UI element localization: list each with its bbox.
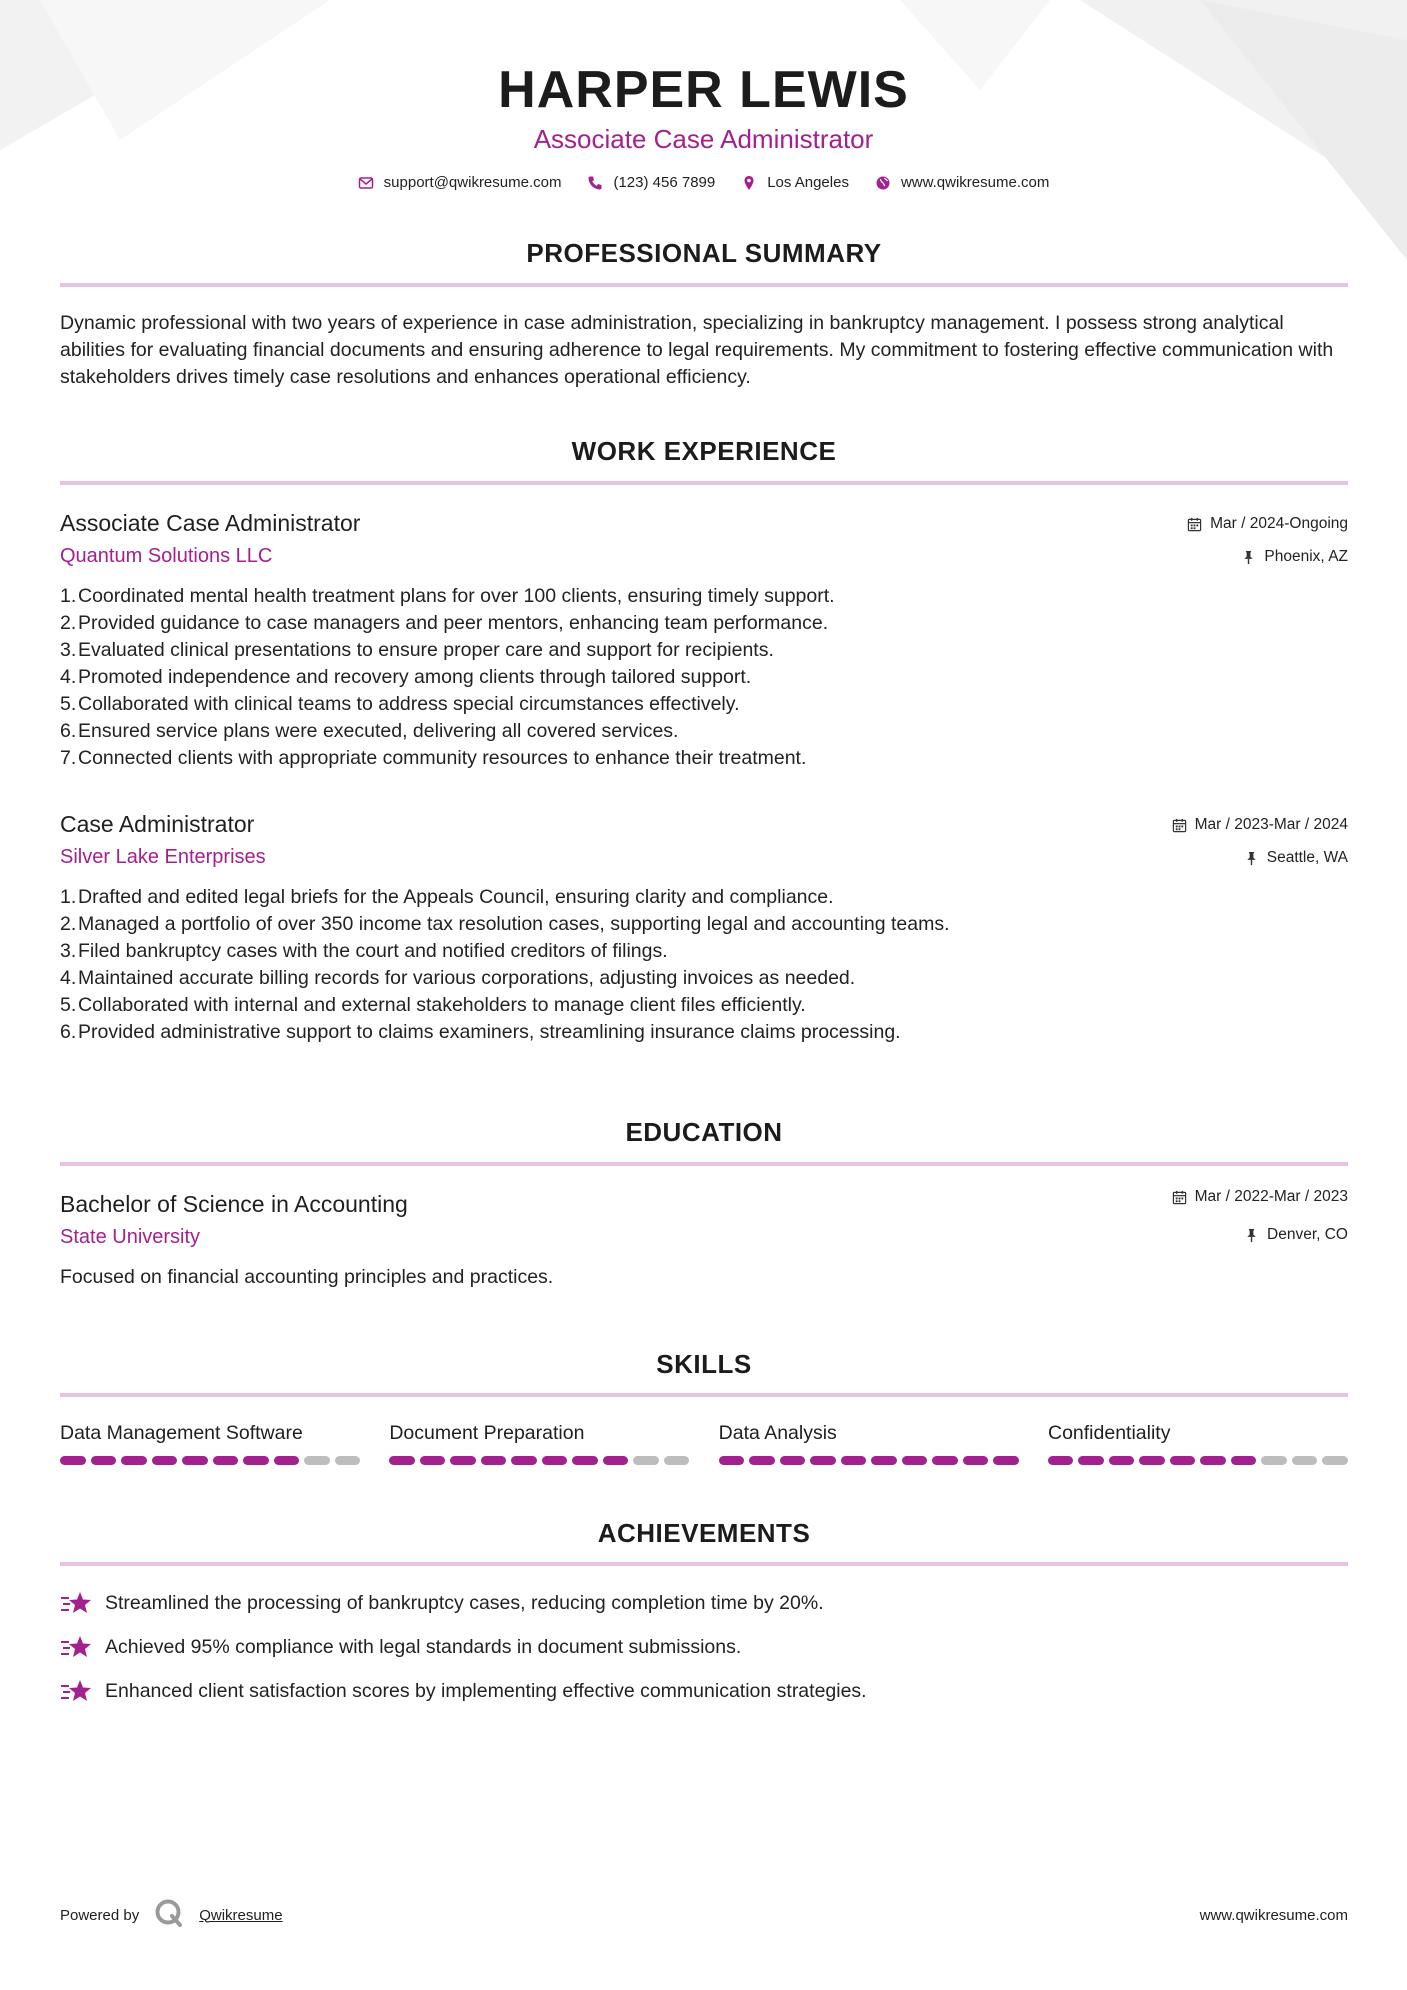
skill-level-segment bbox=[1170, 1456, 1196, 1465]
skill-level-segment bbox=[1109, 1456, 1135, 1465]
skill-level-bar bbox=[389, 1456, 689, 1465]
skill-level-segment bbox=[121, 1456, 147, 1465]
star-icon bbox=[60, 1589, 92, 1617]
skill-level-bar bbox=[1048, 1456, 1348, 1465]
skills-heading: SKILLS bbox=[656, 1349, 752, 1379]
star-icon bbox=[60, 1633, 92, 1661]
education-location-text: Denver, CO bbox=[1267, 1226, 1348, 1243]
list-item: 2. Provided guidance to case managers and peer mentors, enhancing team performance. bbox=[60, 612, 829, 634]
skill-level-segment bbox=[60, 1456, 86, 1465]
skill-level-segment bbox=[603, 1456, 629, 1465]
job-bullets bbox=[60, 583, 1348, 772]
list-item: 5. Collaborated with clinical teams to address special circumstances effectively. bbox=[60, 693, 740, 715]
skill-level-segment bbox=[780, 1456, 806, 1465]
job-bullets bbox=[60, 884, 1348, 1046]
list-item: 6. Provided administrative support to claims examiners, streamlining insurance claims processing. bbox=[60, 1021, 901, 1043]
job-dates-text: Mar / 2024-Ongoing bbox=[1210, 515, 1348, 532]
skill-level-segment bbox=[902, 1456, 928, 1465]
brand-link[interactable]: Qwikresume bbox=[199, 1906, 283, 1924]
skill-level-segment bbox=[1292, 1456, 1318, 1465]
skill-level-segment bbox=[871, 1456, 897, 1465]
skill-level-segment bbox=[335, 1456, 361, 1465]
job-title: Case Administrator bbox=[60, 811, 255, 837]
skill-item bbox=[60, 1420, 360, 1465]
job-entry bbox=[60, 508, 1348, 772]
star-icon bbox=[60, 1677, 92, 1705]
skill-level-segment bbox=[719, 1456, 745, 1465]
list-item: 3. Evaluated clinical presentations to ensure proper care and support for recipients. bbox=[60, 639, 774, 661]
location-text: Los Angeles bbox=[767, 174, 849, 191]
skill-level-segment bbox=[389, 1456, 415, 1465]
map-pin-icon bbox=[741, 175, 757, 191]
footer-website-link[interactable]: www.qwikresume.com bbox=[1199, 1906, 1348, 1924]
job-meta bbox=[1172, 809, 1348, 868]
skill-level-segment bbox=[450, 1456, 476, 1465]
achievements-heading: ACHIEVEMENTS bbox=[597, 1518, 811, 1548]
skill-level-segment bbox=[213, 1456, 239, 1465]
list-item: 4. Maintained accurate billing records for various corporations, adjusting invoices as needed. bbox=[60, 967, 856, 989]
job-dates bbox=[1187, 514, 1348, 534]
skill-level-segment bbox=[1078, 1456, 1104, 1465]
phone-icon bbox=[587, 175, 603, 191]
achievements-list bbox=[60, 1589, 1348, 1705]
job-location bbox=[1172, 848, 1348, 868]
skill-level-bar bbox=[719, 1456, 1019, 1465]
website-text: www.qwikresume.com bbox=[900, 174, 1050, 191]
skill-level-segment bbox=[841, 1456, 867, 1465]
contact-website[interactable] bbox=[875, 174, 1049, 191]
education-dates bbox=[1172, 1187, 1348, 1207]
job-location bbox=[1187, 547, 1348, 567]
skill-level-segment bbox=[932, 1456, 958, 1465]
skill-level-segment bbox=[633, 1456, 659, 1465]
qwikresume-logo-icon bbox=[153, 1897, 185, 1933]
list-item: 1. Drafted and edited legal briefs for the Appeals Council, ensuring clarity and compliance. bbox=[60, 886, 834, 908]
job-location-text: Phoenix, AZ bbox=[1264, 548, 1348, 565]
skill-item bbox=[1048, 1420, 1348, 1465]
globe-icon bbox=[875, 175, 891, 191]
experience-heading: WORK EXPERIENCE bbox=[571, 436, 837, 466]
skill-level-segment bbox=[1231, 1456, 1257, 1465]
list-item: 6. Ensured service plans were executed, delivering all covered services. bbox=[60, 720, 679, 742]
email-text: support@qwikresume.com bbox=[383, 174, 562, 191]
job-location-text: Seattle, WA bbox=[1266, 849, 1348, 866]
skill-level-segment bbox=[572, 1456, 598, 1465]
skill-level-segment bbox=[664, 1456, 690, 1465]
job-dates bbox=[1172, 815, 1348, 835]
skill-level-segment bbox=[993, 1456, 1019, 1465]
list-item: Streamlined the processing of bankruptcy cases, reducing completion time by 20%. bbox=[60, 1589, 1348, 1617]
list-item: Achieved 95% compliance with legal standards in document submissions. bbox=[60, 1633, 1348, 1661]
school-name: State University bbox=[60, 1226, 201, 1248]
pushpin-icon bbox=[1241, 550, 1256, 565]
achievements-divider bbox=[60, 1562, 1348, 1566]
job-title: Associate Case Administrator bbox=[60, 510, 361, 536]
skills-divider bbox=[60, 1393, 1348, 1397]
education-meta bbox=[1172, 1189, 1348, 1245]
contact-location bbox=[741, 174, 849, 191]
skill-level-segment bbox=[481, 1456, 507, 1465]
skill-level-segment bbox=[182, 1456, 208, 1465]
job-entry bbox=[60, 809, 1348, 1046]
skill-level-segment bbox=[542, 1456, 568, 1465]
calendar-icon bbox=[1187, 517, 1202, 532]
job-dates-text: Mar / 2023-Mar / 2024 bbox=[1194, 816, 1348, 833]
skill-level-segment bbox=[420, 1456, 446, 1465]
experience-divider bbox=[60, 481, 1348, 485]
envelope-icon bbox=[358, 175, 374, 191]
powered-by-label: Powered by bbox=[60, 1906, 140, 1924]
skill-level-segment bbox=[152, 1456, 178, 1465]
candidate-name: HARPER LEWIS bbox=[498, 61, 909, 119]
skill-level-segment bbox=[1048, 1456, 1074, 1465]
education-dates-text: Mar / 2022-Mar / 2023 bbox=[1194, 1188, 1348, 1205]
footer-powered-by bbox=[60, 1897, 283, 1933]
skill-name: Confidentiality bbox=[1047, 1422, 1171, 1444]
skill-level-segment bbox=[1200, 1456, 1226, 1465]
skill-level-segment bbox=[810, 1456, 836, 1465]
education-entry bbox=[60, 1189, 1348, 1291]
page-footer bbox=[60, 1897, 1348, 1933]
company-name: Quantum Solutions LLC bbox=[60, 545, 273, 567]
degree-title: Bachelor of Science in Accounting bbox=[60, 1191, 408, 1217]
education-divider bbox=[60, 1162, 1348, 1166]
skill-level-segment bbox=[1139, 1456, 1165, 1465]
candidate-title: Associate Case Administrator bbox=[533, 124, 874, 154]
list-item: 1. Coordinated mental health treatment plans for over 100 clients, ensuring timely support. bbox=[60, 585, 835, 607]
skill-name: Data Management Software bbox=[60, 1422, 303, 1444]
summary-divider bbox=[60, 283, 1348, 287]
skill-level-segment bbox=[274, 1456, 300, 1465]
skill-level-bar bbox=[60, 1456, 360, 1465]
skills-grid bbox=[60, 1420, 1348, 1465]
contact-email[interactable] bbox=[358, 174, 562, 191]
phone-text: (123) 456 7899 bbox=[613, 174, 716, 191]
skill-level-segment bbox=[1322, 1456, 1348, 1465]
skill-item bbox=[719, 1420, 1019, 1465]
skill-level-segment bbox=[91, 1456, 117, 1465]
list-item: Enhanced client satisfaction scores by implementing effective communication strategies. bbox=[60, 1677, 1348, 1705]
job-meta bbox=[1187, 508, 1348, 567]
list-item: 2. Managed a portfolio of over 350 income tax resolution cases, supporting legal and accounting teams. bbox=[60, 913, 950, 935]
education-location bbox=[1172, 1225, 1348, 1245]
calendar-icon bbox=[1172, 818, 1187, 833]
skill-level-segment bbox=[1261, 1456, 1287, 1465]
contact-row bbox=[0, 174, 1407, 191]
pushpin-icon bbox=[1244, 851, 1259, 866]
skill-level-segment bbox=[304, 1456, 330, 1465]
company-name: Silver Lake Enterprises bbox=[60, 846, 266, 868]
skill-level-segment bbox=[511, 1456, 537, 1465]
education-description: Focused on financial accounting principles and practices. bbox=[60, 1266, 554, 1288]
skill-level-segment bbox=[749, 1456, 775, 1465]
pushpin-icon bbox=[1244, 1228, 1259, 1243]
list-item: 5. Collaborated with internal and external stakeholders to manage client files efficiently. bbox=[60, 994, 806, 1016]
summary-text: Dynamic professional with two years of experience in case administration, specializing in bankruptcy management. I possess strong analytical abilities for evaluating financial documents and ensuring adherence to legal requirements. My commitment to fostering effective communication with stakeholders drives timely case resolutions and enhances operational efficiency. bbox=[60, 312, 1334, 388]
calendar-icon bbox=[1172, 1190, 1187, 1205]
list-item: 4. Promoted independence and recovery among clients through tailored support. bbox=[60, 666, 752, 688]
skill-name: Document Preparation bbox=[389, 1422, 585, 1444]
skill-item bbox=[389, 1420, 689, 1465]
skill-level-segment bbox=[963, 1456, 989, 1465]
list-item: 7. Connected clients with appropriate community resources to enhance their treatment. bbox=[60, 747, 807, 769]
summary-heading: PROFESSIONAL SUMMARY bbox=[526, 238, 882, 268]
resume-header bbox=[0, 58, 1407, 191]
skill-name: Data Analysis bbox=[718, 1422, 837, 1444]
list-item: 3. Filed bankruptcy cases with the court and notified creditors of filings. bbox=[60, 940, 668, 962]
contact-phone[interactable] bbox=[587, 174, 715, 191]
education-heading: EDUCATION bbox=[625, 1117, 783, 1147]
skill-level-segment bbox=[243, 1456, 269, 1465]
